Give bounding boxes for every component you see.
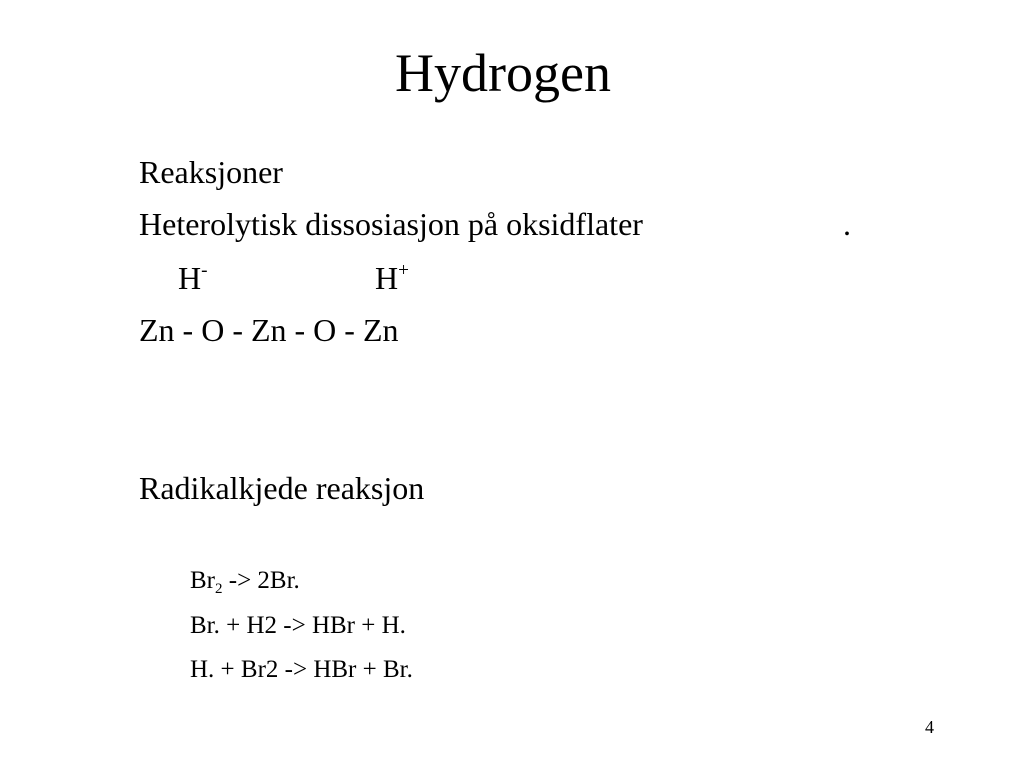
radical-step-3: H. + Br2 -> HBr + Br.	[190, 656, 413, 683]
proton-charge: +	[398, 259, 409, 281]
radical-step-2: Br. + H2 -> HBr + H.	[190, 612, 406, 639]
page-number: 4	[925, 717, 934, 737]
hydride-charge: -	[201, 259, 208, 281]
radical-step-1	[190, 565, 300, 600]
zinc-oxide-chain: Zn - O - Zn - O - Zn	[139, 312, 399, 348]
proton-ion	[375, 258, 409, 304]
step1-subscript: 2	[215, 581, 223, 598]
hydride-symbol: H	[178, 260, 202, 296]
radical-heading: Radikalkjede reaksjon	[139, 470, 425, 506]
proton-symbol: H	[375, 260, 399, 296]
reactions-heading: Reaksjoner	[139, 154, 283, 190]
heterolytic-line: Heterolytisk dissosiasjon på oksidflater	[139, 206, 643, 242]
heterolytic-trailing-dot: .	[843, 206, 851, 242]
step1-reactant: Br	[190, 567, 215, 594]
slide-title: Hydrogen	[395, 43, 611, 103]
hydride-ion	[178, 258, 208, 304]
step1-product: -> 2Br.	[222, 567, 300, 594]
